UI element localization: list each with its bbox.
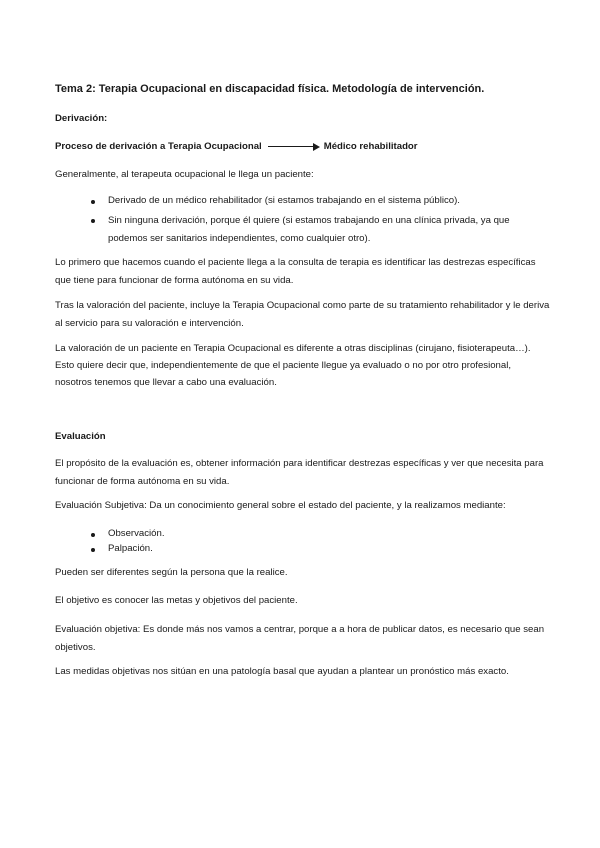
section-heading-evaluacion: Evaluación	[55, 431, 106, 442]
paragraph-lo-primero: Lo primero que hacemos cuando el paciente llega a la consulta de terapia es identificar las destrezas específicas que tiene para funcionar de forma autónoma en su vida.	[55, 257, 536, 286]
paragraph-medidas: Las medidas objetivas nos sitúan en una patología basal que ayudan a plantear un pronóstico más exacto.	[55, 666, 509, 677]
paragraph-la-valoracion: La valoración de un paciente en Terapia Ocupacional es diferente a otras disciplinas (cirujano, fisioterapeuta…). Esto quiere decir que, independientemente de que el paciente llegue ya evaluado o no por otro profesional, nosotros tenemos que llevar a cabo una evaluación.	[55, 343, 531, 388]
paragraph-objetiva: Evaluación objetiva: Es donde más nos vamos a centrar, porque a a hora de publicar datos, es necesario que sean objetivos.	[55, 624, 545, 653]
flow-target: Médico rehabilitador	[323, 141, 418, 152]
derivation-flow	[55, 140, 550, 154]
section-heading-derivacion: Derivación:	[55, 113, 108, 124]
list-item: Observación.	[55, 527, 550, 541]
page-title: Tema 2: Terapia Ocupacional en discapacidad física. Metodología de intervención.	[55, 83, 485, 95]
paragraph-subjetiva: Evaluación Subjetiva: Da un conocimiento general sobre el estado del paciente, y la realizamos mediante:	[55, 500, 506, 511]
derivation-list	[55, 194, 550, 248]
paragraph-objetivo: El objetivo es conocer las metas y objetivos del paciente.	[55, 595, 298, 606]
paragraph-proposito: El propósito de la evaluación es, obtener información para identificar destrezas específicas y ver que necesita para funcionar de forma autónoma en su vida.	[55, 458, 544, 487]
bullet-icon	[91, 200, 95, 204]
list-item: Palpación.	[55, 542, 550, 556]
bullet-icon	[91, 548, 95, 552]
bullet-icon	[91, 219, 95, 223]
paragraph-pueden: Pueden ser diferentes según la persona que la realice.	[55, 567, 288, 578]
paragraph-generalmente: Generalmente, al terapeuta ocupacional le llega un paciente:	[55, 169, 314, 180]
paragraph-tras: Tras la valoración del paciente, incluye la Terapia Ocupacional como parte de su tratamiento rehabilitador y le deriva al servicio para su valoración e intervención.	[55, 300, 550, 329]
flow-source: Proceso de derivación a Terapia Ocupacional	[55, 141, 262, 152]
bullet-icon	[91, 533, 95, 537]
right-arrow-icon	[268, 143, 320, 151]
list-item: Derivado de un médico rehabilitador (si estamos trabajando en el sistema público).	[55, 194, 550, 208]
list-item: Sin ninguna derivación, porque él quiere (si estamos trabajando en una clínica privada, ya que podemos ser sanitarios independientes, como cualquier otro).	[55, 212, 550, 248]
subjective-methods-list	[55, 527, 550, 556]
